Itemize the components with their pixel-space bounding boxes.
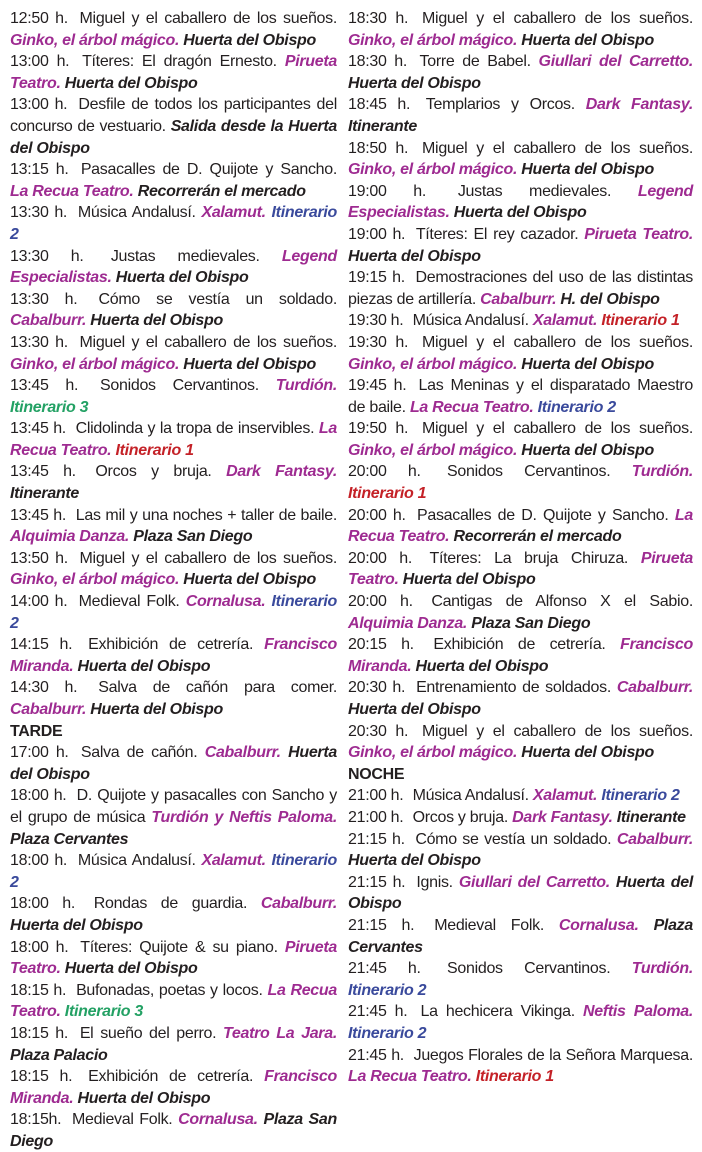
venue-name: Huerta del Obispo (348, 74, 481, 92)
schedule-entry (10, 375, 337, 418)
schedule-entry (10, 246, 337, 289)
company-name: La Recua Teatro. (348, 1068, 476, 1086)
schedule-entry (10, 548, 337, 591)
event-description: Títeres: La bruja Chiruza. (429, 549, 641, 567)
event-time: 19:30 h. (348, 312, 404, 330)
event-description: Pasacalles de D. Quijote y Sancho. (80, 161, 337, 179)
event-description: Música Andalusí. (412, 312, 533, 330)
company-name: Alquimia Danza. (10, 528, 134, 546)
venue-name: Huerta del Obispo (64, 960, 198, 978)
event-time: 21:15 h. (348, 916, 415, 934)
event-description: Miguel y el caballero de los sueños. (422, 722, 693, 740)
event-description: Miguel y el caballero de los sueños. (422, 420, 693, 438)
event-time: 14:30 h. (10, 679, 78, 697)
event-time: 21:45 h. (348, 1003, 408, 1021)
company-name: Francisco Miranda. (10, 636, 337, 675)
event-time: 13:30 h. (10, 204, 68, 222)
event-description: Desfile de todos los participantes del concurso de vestuario. (10, 96, 338, 135)
schedule-entry (348, 829, 693, 872)
company-name: La Recua Teatro. (409, 398, 538, 416)
schedule-entry (10, 850, 337, 893)
event-time: 19:45 h. (348, 377, 407, 395)
itinerary-label: Itinerario 1 (475, 1068, 554, 1086)
venue-name: Huerta del Obispo (10, 744, 337, 783)
venue-name: Salida desde la Huerta del Obispo (10, 117, 337, 157)
company-name: Ginko, el árbol mágico. (348, 355, 522, 373)
event-description: Miguel y el caballero de los sueños. (422, 10, 693, 27)
event-time: 13:00 h. (10, 53, 70, 71)
schedule-entry (348, 1001, 693, 1044)
schedule-entry (348, 915, 693, 958)
event-description: Torre de Babel. (419, 53, 539, 71)
company-name: Cabalburr. (260, 895, 337, 913)
schedule-entry (348, 872, 693, 915)
event-description: Música Andalusí. (77, 204, 202, 222)
schedule-entry (10, 785, 337, 850)
event-description: Salva de cañón para comer. (98, 679, 337, 697)
company-name: Turdión. (631, 960, 693, 978)
company-name: La Recua Teatro. (348, 506, 693, 546)
venue-name: Huerta del Obispo (348, 247, 481, 265)
event-time: 18:00 h. (10, 787, 67, 805)
schedule-entry (10, 202, 337, 245)
company-name: Xalamut. (201, 204, 272, 222)
event-description: Sonidos Cervantinos. (447, 960, 632, 978)
schedule-entry (10, 1066, 337, 1109)
venue-name: Huerta del Obispo (415, 657, 549, 675)
company-name: Neftis Paloma. (582, 1003, 694, 1021)
event-description: Títeres: El rey cazador. (415, 225, 585, 243)
company-name: Ginko, el árbol mágico. (348, 31, 522, 49)
event-time: 19:15 h. (348, 269, 405, 287)
event-description: La hechicera Vikinga. (420, 1003, 583, 1021)
schedule-entry (348, 310, 693, 332)
section-heading: NOCHE (348, 765, 405, 783)
schedule-entry (10, 591, 337, 634)
event-time: 20:15 h. (348, 636, 414, 654)
company-name: Turdión. (631, 463, 693, 481)
event-time: 18:30 h. (348, 53, 408, 71)
itinerary-label: Itinerario 2 (348, 1024, 427, 1042)
company-name: Pirueta Teatro. (10, 938, 338, 978)
itinerary-label: Itinerario 1 (348, 485, 427, 503)
schedule-entry (10, 159, 337, 202)
company-name: Turdión. (275, 377, 337, 395)
schedule-entry (10, 505, 337, 548)
event-time: 13:45 h. (10, 463, 76, 481)
event-time: 12:50 h. (10, 10, 68, 27)
company-name: Ginko, el árbol mágico. (348, 441, 522, 459)
event-description: Ignis. (416, 873, 459, 891)
schedule-entry (348, 418, 693, 461)
event-time: 21:00 h. (348, 808, 404, 826)
event-time: 20:00 h. (348, 506, 406, 524)
company-name: La Recua Teatro. (10, 420, 337, 459)
venue-name: Huerta del Obispo (521, 355, 654, 373)
company-name: Francisco Miranda. (348, 636, 693, 675)
venue-name: Huerta del Obispo (521, 31, 654, 49)
schedule-entry (348, 1045, 693, 1088)
schedule-entry (348, 375, 693, 418)
venue-name: Huerta del Obispo (402, 571, 536, 589)
venue-name: Huerta del Obispo (77, 657, 211, 675)
event-description: Justas medievales. (457, 182, 638, 200)
schedule-entry (10, 8, 337, 51)
event-description: Miguel y el caballero de los sueños. (422, 139, 693, 157)
event-description: Medieval Folk. (434, 916, 559, 934)
event-description: Cómo se vestía un soldado. (98, 290, 337, 308)
event-time: 19:50 h. (348, 420, 409, 438)
schedule-entry (10, 893, 337, 936)
venue-name: Huerta del Obispo (183, 571, 316, 589)
venue-name: Itinerante (348, 117, 418, 135)
event-time: 18:15h. (10, 1111, 62, 1129)
event-time: 13:45 h. (10, 420, 66, 438)
schedule-entry (10, 418, 337, 461)
event-description: Templarios y Orcos. (425, 96, 586, 114)
event-description: Rondas de guardia. (93, 895, 261, 913)
event-description: Miguel y el caballero de los sueños. (79, 549, 337, 567)
schedule-entry (10, 742, 337, 785)
event-description: Exhibición de cetrería. (88, 1068, 265, 1086)
venue-name: Huerta del Obispo (90, 701, 223, 718)
event-description: Medieval Folk. (71, 1111, 179, 1129)
venue-name: Huerta del Obispo (90, 312, 223, 330)
event-description: Cantigas de Alfonso X el Sabio. (431, 593, 693, 611)
schedule-entry (348, 138, 693, 181)
company-name: Dark Fantasy. (585, 96, 693, 114)
section-heading: TARDE (10, 722, 63, 740)
schedule-entry (348, 591, 693, 634)
event-description: Títeres: El dragón Ernesto. (82, 53, 285, 71)
schedule-entry (348, 677, 693, 720)
itinerary-label: Itinerario 2 (537, 398, 616, 416)
schedule-entry (348, 94, 693, 137)
company-name: Ginko, el árbol mágico. (348, 161, 522, 179)
event-time: 18:45 h. (348, 96, 411, 114)
event-description: Clidolinda y la tropa de inservibles. (75, 420, 319, 438)
company-name: Cornalusa. (185, 593, 272, 611)
event-time: 20:00 h. (348, 463, 421, 481)
company-name: Legend Especialistas. (10, 247, 337, 287)
event-description: Música Andalusí. (77, 852, 202, 870)
company-name: Cabalburr. (10, 312, 91, 330)
venue-name: Huerta del Obispo (115, 269, 249, 287)
event-description: Justas medievales. (110, 247, 282, 265)
company-name: Pirueta Teatro. (584, 225, 693, 243)
event-description: Las mil y una noches + taller de baile. (75, 506, 337, 524)
event-time: 13:45 h. (10, 377, 79, 395)
company-name: Cabalburr. (616, 679, 693, 697)
company-name: Ginko, el árbol mágico. (10, 31, 184, 49)
schedule-entry (10, 980, 337, 1023)
venue-name: Huerta del Obispo (348, 873, 694, 913)
company-name: La Recua Teatro. (10, 182, 138, 200)
event-time: 20:30 h. (348, 722, 409, 740)
event-description: Miguel y el caballero de los sueños. (79, 10, 337, 27)
schedule-entry (348, 721, 693, 764)
company-name: Cabalburr. (480, 290, 561, 308)
event-time: 18:00 h. (10, 938, 69, 956)
venue-name: Huerta del Obispo (64, 74, 198, 92)
venue-name: Huerta del Obispo (348, 701, 481, 718)
event-time: 19:30 h. (348, 333, 409, 351)
venue-name: Huerta del Obispo (77, 1089, 211, 1107)
schedule-entry (348, 181, 693, 224)
schedule-entry (348, 461, 693, 504)
event-description: El sueño del perro. (79, 1024, 224, 1042)
event-time: 18:15 h. (10, 1068, 73, 1086)
event-time: 18:00 h. (10, 852, 68, 870)
schedule-entry (10, 51, 337, 94)
company-name: Xalamut. (201, 852, 272, 870)
company-name: Legend Especialistas. (348, 182, 693, 222)
schedule-entry (10, 332, 337, 375)
schedule-entry (10, 461, 337, 504)
schedule-entry (10, 634, 337, 677)
company-name: La Recua Teatro. (10, 981, 337, 1021)
company-name: Ginko, el árbol mágico. (10, 355, 184, 373)
event-description: D. Quijote y pasacalles con Sancho y el grupo de música (10, 787, 337, 826)
company-name: Alquimia Danza. (348, 614, 472, 632)
event-time: 20:00 h. (348, 549, 413, 567)
company-name: Turdión y Neftis Paloma. (151, 808, 337, 826)
schedule-entry (348, 332, 693, 375)
event-description: Orcos y bruja. (412, 808, 513, 826)
event-description: Salva de cañón. (80, 744, 205, 762)
schedule-entry (348, 51, 693, 94)
venue-name: Huerta del Obispo (348, 852, 481, 870)
event-time: 13:00 h. (10, 96, 68, 114)
event-description: Miguel y el caballero de los sueños. (422, 333, 693, 351)
event-time: 21:45 h. (348, 1046, 404, 1064)
event-description: Las Meninas y el disparatado Maestro de baile. (348, 377, 693, 416)
venue-name: Huerta del Obispo (521, 441, 654, 459)
venue-name: Plaza Cervantes (10, 830, 129, 848)
company-name: Teatro La Jara. (223, 1024, 337, 1042)
event-description: Títeres: Quijote & su piano. (80, 938, 285, 956)
schedule-entry (348, 224, 693, 267)
schedule-entry (348, 958, 693, 1001)
event-description: Pasacalles de D. Quijote y Sancho. (416, 506, 675, 524)
itinerary-label: Itinerario 2 (10, 204, 337, 243)
venue-name: Plaza San Diego (10, 1111, 337, 1150)
schedule-entry (10, 289, 337, 332)
event-description: Entrenamiento de soldados. (416, 679, 617, 697)
itinerary-label: Itinerario 1 (601, 312, 680, 330)
event-time: 19:00 h. (348, 225, 406, 243)
venue-name: Plaza San Diego (133, 528, 253, 546)
company-name: Cornalusa. (178, 1111, 264, 1129)
event-time: 13:30 h. (10, 333, 68, 351)
schedule-entry (10, 1109, 337, 1152)
venue-name: Huerta del Obispo (183, 355, 316, 373)
company-name: Pirueta Teatro. (10, 53, 337, 92)
venue-name: Recorrerán el mercado (137, 182, 306, 200)
event-time: 20:00 h. (348, 593, 413, 611)
venue-name: Itinerante (616, 808, 686, 826)
company-name: Giullari del Carretto. (538, 53, 693, 71)
event-time: 18:15 h. (10, 1024, 69, 1042)
company-name: Xalamut. (532, 787, 602, 805)
event-time: 18:50 h. (348, 139, 409, 157)
event-time: 21:45 h. (348, 960, 421, 978)
company-name: Ginko, el árbol mágico. (10, 571, 184, 589)
event-time: 14:00 h. (10, 593, 68, 611)
event-time: 13:15 h. (10, 161, 69, 179)
schedule-entry (10, 94, 337, 159)
event-description: Cómo se vestía un soldado. (415, 830, 617, 848)
event-description: Demostraciones del uso de las distintas piezas de artillería. (348, 269, 693, 308)
company-name: Pirueta Teatro. (348, 549, 693, 589)
schedule-entry (348, 807, 693, 829)
itinerary-label: Itinerario 2 (10, 852, 337, 891)
schedule-entry (348, 634, 693, 677)
itinerary-label: Itinerario 1 (115, 441, 194, 459)
event-description: Exhibición de cetrería. (433, 636, 621, 654)
venue-name: Huerta del Obispo (183, 31, 316, 49)
schedule-entry (348, 267, 693, 310)
event-time: 17:00 h. (10, 744, 69, 762)
venue-name: Huerta del Obispo (521, 161, 654, 179)
schedule-entry (10, 937, 337, 980)
venue-name: Huerta del Obispo (10, 916, 143, 934)
itinerary-label: Itinerario 2 (348, 981, 427, 999)
event-time: 21:15 h. (348, 830, 405, 848)
schedule-entry (10, 1023, 337, 1066)
schedule-entry (348, 505, 693, 548)
event-time: 18:00 h. (10, 895, 76, 913)
itinerary-label: Itinerario 2 (601, 787, 680, 805)
event-description: Miguel y el caballero de los sueños. (79, 333, 337, 351)
company-name: Giullari del Carretto. (458, 873, 616, 891)
event-time: 13:45 h. (10, 506, 67, 524)
event-time: 13:30 h. (10, 247, 84, 265)
itinerary-label: Itinerario 2 (10, 593, 337, 632)
event-description: Juegos Florales de la Señora Marquesa. (413, 1046, 693, 1064)
venue-name: H. del Obispo (560, 290, 660, 308)
event-time: 19:00 h. (348, 182, 427, 200)
event-time: 14:15 h. (10, 636, 73, 654)
event-description: Orcos y bruja. (95, 463, 227, 481)
company-name: Xalamut. (532, 312, 602, 330)
company-name: Ginko, el árbol mágico. (348, 744, 522, 762)
event-time: 20:30 h. (348, 679, 406, 697)
company-name: Dark Fantasy. (512, 808, 617, 826)
event-time: 13:50 h. (10, 549, 68, 567)
schedule-entry (348, 8, 693, 51)
venue-name: Plaza Palacio (10, 1046, 108, 1064)
company-name: Cornalusa. (558, 916, 654, 934)
schedule-column-right (348, 8, 693, 1088)
company-name: Cabalburr. (204, 744, 289, 762)
schedule-column-left (10, 8, 337, 1152)
event-time: 18:15 h. (10, 981, 67, 999)
event-description: Música Andalusí. (412, 787, 533, 805)
venue-name: Plaza San Diego (471, 614, 591, 632)
event-description: Sonidos Cervantinos. (100, 377, 276, 395)
event-time: 13:30 h. (10, 290, 78, 308)
event-description: Sonidos Cervantinos. (447, 463, 632, 481)
itinerary-label: Itinerario 3 (10, 398, 89, 416)
venue-name: Huerta del Obispo (521, 744, 654, 762)
company-name: Cabalburr. (616, 830, 693, 848)
schedule-entry (10, 677, 337, 720)
company-name: Francisco Miranda. (10, 1068, 337, 1107)
event-time: 21:15 h. (348, 873, 406, 891)
event-description: Exhibición de cetrería. (88, 636, 265, 654)
venue-name: Recorrerán el mercado (453, 528, 622, 546)
company-name: Cabalburr. (10, 701, 91, 718)
itinerary-label: Itinerario 3 (64, 1003, 144, 1021)
schedule-entry (348, 785, 693, 807)
event-description: Bufonadas, poetas y locos. (76, 981, 268, 999)
company-name: Dark Fantasy. (226, 463, 337, 481)
event-description: Medieval Folk. (78, 593, 186, 611)
event-time: 21:00 h. (348, 787, 404, 805)
venue-name: Huerta del Obispo (453, 204, 587, 222)
venue-name: Plaza Cervantes (348, 916, 693, 956)
event-time: 18:30 h. (348, 10, 409, 27)
schedule-entry (348, 548, 693, 591)
venue-name: Itinerante (10, 485, 80, 503)
